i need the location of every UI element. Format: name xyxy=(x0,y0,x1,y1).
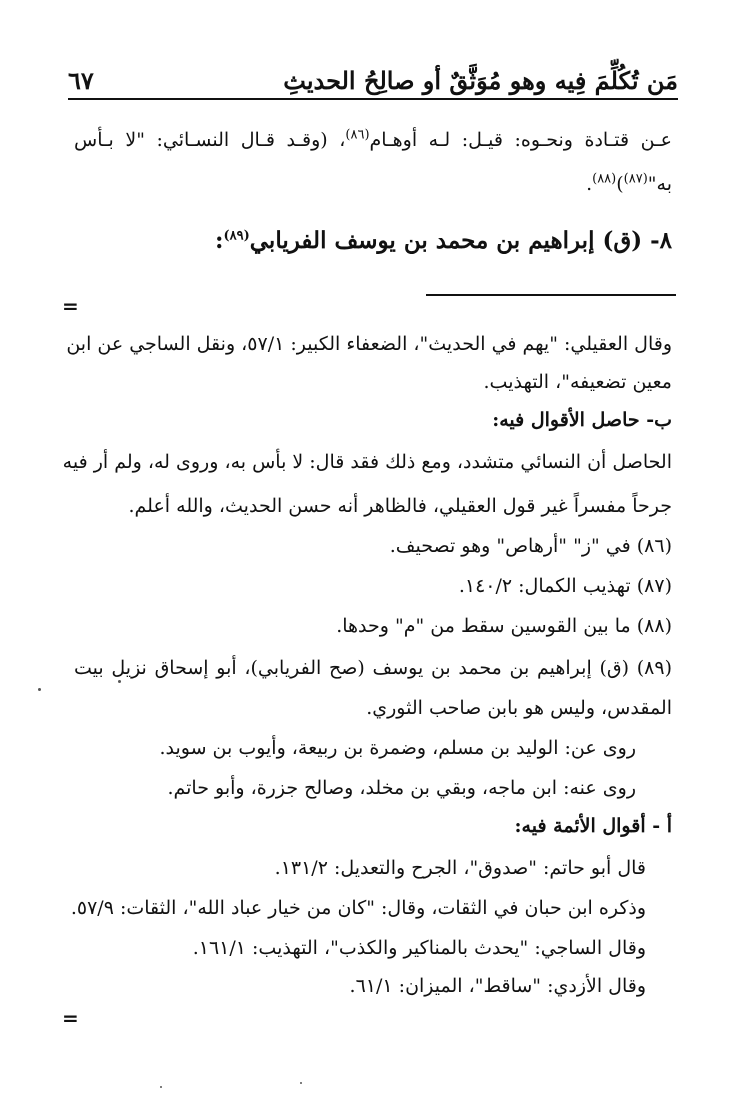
section-a-line-3: وقال الساجي: "يحدث بالمناكير والكذب"، التهذيب: ١٦١/١. xyxy=(192,937,646,959)
section-b-line-1: الحاصل أن النسائي متشدد، ومع ذلك فقد قال: لا بأس به، وروى له، ولم أر فيه xyxy=(62,451,672,473)
scan-speck xyxy=(118,680,121,683)
footnote-86: (٨٦) في "ز" "أرهاص" وهو تصحيف. xyxy=(389,535,672,557)
footnote-89-line-1: (٨٩) (ق) إبراهيم بن محمد بن يوسف (صح الفريابي)، أبو إسحاق نزيل بيت xyxy=(74,657,672,679)
section-b-line-2: جرحاً مفسراً غير قول العقيلي، فالظاهر أنه حسن الحديث، والله أعلم. xyxy=(128,495,672,517)
footnote-ref-86[interactable]: (٨٦) xyxy=(345,127,370,143)
entry-heading: ٨- (ق) إبراهيم بن محمد بن يوسف الفريابي$^{(٨٩)}$: xyxy=(214,227,672,254)
footnote-89-rawa-an: روى عن: الوليد بن مسلم، وضمرة بن ربيعة، وأيوب بن سويد. xyxy=(159,737,636,759)
scan-speck xyxy=(300,1082,302,1084)
section-a-line-4: وقال الأزدي: "ساقط"، الميزان: ٦١/١. xyxy=(349,975,646,997)
section-b-heading: ب- حاصل الأقوال فيه: xyxy=(492,409,672,431)
footnote-cont-line-2: معين تضعيفه"، التهذيب. xyxy=(483,371,672,393)
page-header xyxy=(68,56,678,100)
continuation-mark-top: = xyxy=(62,294,79,318)
continuation-mark-bottom: = xyxy=(62,1006,79,1030)
main-text-line-2: به"$^{(٨٧)}$)$^{(٨٨)}$. xyxy=(586,171,672,195)
footnote-separator xyxy=(426,294,676,296)
page-number: ٦٧ xyxy=(68,65,94,95)
section-a-heading: أ - أقوال الأئمة فيه: xyxy=(514,815,672,837)
footnote-87: (٨٧) تهذيب الكمال: ١٤٠/٢. xyxy=(458,575,672,597)
footnote-ref-87[interactable]: (٨٧) xyxy=(623,171,648,187)
footnote-cont-line-1: وقال العقيلي: "يهم في الحديث"، الضعفاء الكبير: ٥٧/١، ونقل الساجي عن ابن xyxy=(66,333,672,355)
section-a-line-2: وذكره ابن حبان في الثقات، وقال: "كان من خيار عباد الله"، الثقات: ٥٧/٩. xyxy=(70,897,646,919)
footnote-88: (٨٨) ما بين القوسين سقط من "م" وحدها. xyxy=(336,615,672,637)
footnote-89-rawa-anhu: روى عنه: ابن ماجه، وبقي بن مخلد، وصالح جزرة، وأبو حاتم. xyxy=(167,777,636,799)
scan-speck xyxy=(160,1086,162,1088)
running-title: مَن تُكُلِّمَ فِيه وهو مُوَثَّقٌ أو صالِحُ الحديثِ xyxy=(283,65,678,95)
main-text-line-1: عـن قتـادة ونحـوه: قيـل: لـه أوهـام$^{(٨٦)}$، (وقـد قـال النسـائي: "لا بـأس xyxy=(74,127,672,151)
scan-speck xyxy=(38,688,41,691)
footnote-ref-89[interactable]: (٨٩) xyxy=(223,228,250,244)
section-a-line-1: قال أبو حاتم: "صدوق"، الجرح والتعديل: ١٣١/٢. xyxy=(274,857,646,879)
footnote-89-line-2: المقدس، وليس هو بابن صاحب الثوري. xyxy=(366,697,672,719)
footnote-ref-88[interactable]: (٨٨) xyxy=(592,171,617,187)
